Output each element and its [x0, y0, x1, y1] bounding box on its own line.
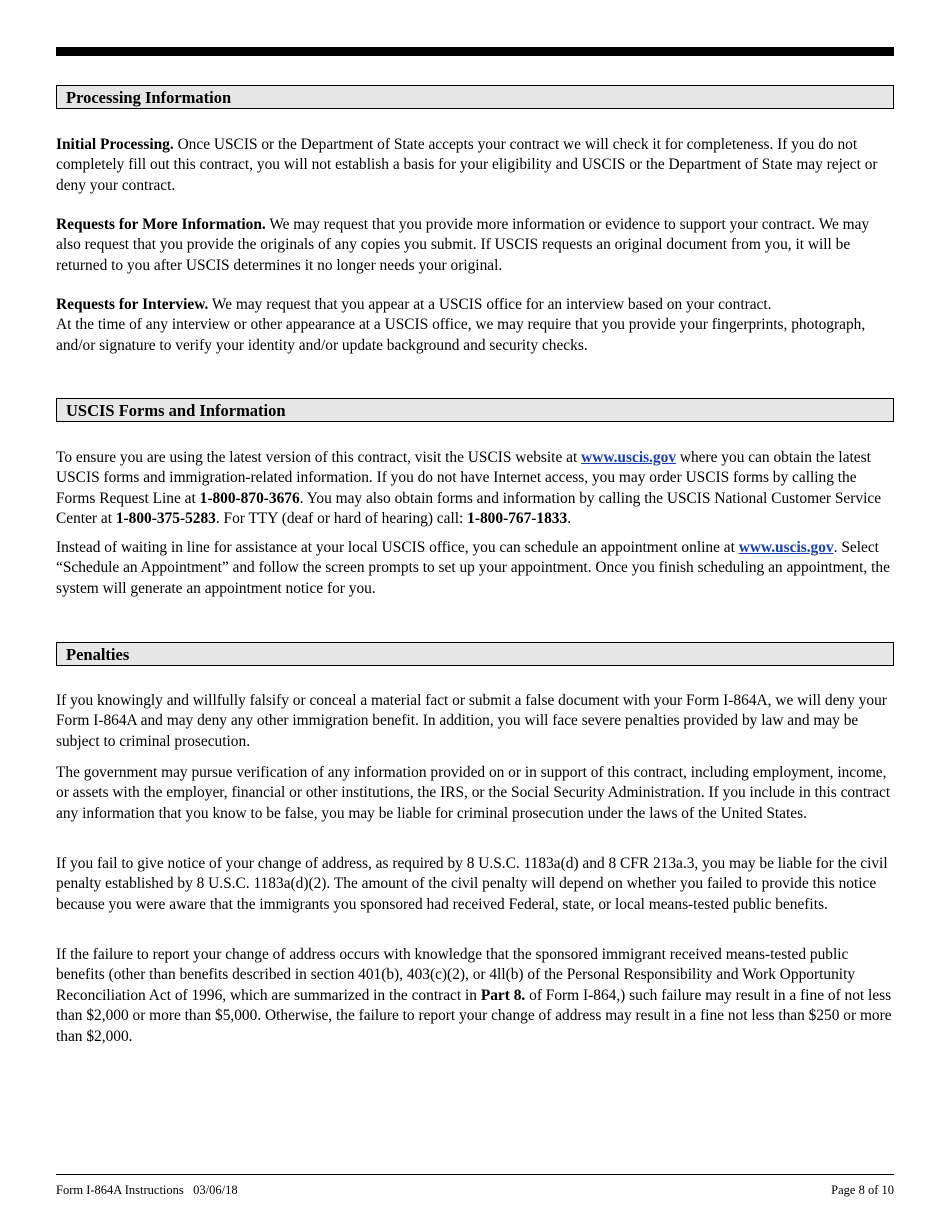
paragraph-appointment — [56, 538, 896, 599]
text-appointment-b: . Select “Schedule an Appointment” and follow the screen prompts to set up your appointment. Once you finish scheduling an appointment, the system will generate an appointment notice for you. — [56, 539, 890, 597]
footer-form-id: Form I-864A Instructions 03/06/18 — [56, 1183, 238, 1197]
paragraph-forms-info — [56, 448, 896, 530]
paragraph-requests-more-info — [56, 215, 896, 276]
paragraph-penalties-3: If you fail to give notice of your change of address, as required by 8 U.S.C. 1183a(d) and 8 CFR 213a.3, you may be liable for the civil penalty established by 8 U.S.C. 1183a(d)(2). The amount of the civil penalty will depend on whether you failed to provide this notice because you were aware that the immigrants you sponsored had received Federal, state, or local means-tested public benefits. — [56, 855, 888, 913]
text-forms-c: . You may also obtain forms and information by calling the USCIS National Customer Service Center at — [56, 489, 882, 528]
part-8-reference: Part 8. — [480, 986, 526, 1004]
phone-customer-service: 1-800-375-5283 — [115, 510, 216, 528]
paragraph-penalties-2: The government may pursue verification of any information provided on or in support of this contract, including employment, income, or assets with the employer, financial or other institutions, the IRS, or the Social Security Administration. If you include in this contract any information that you know to be false, you may be liable for criminal prosecution under the laws of the United States. — [56, 764, 891, 822]
text-initial-processing: Once USCIS or the Department of State accepts your contract we will check it for completeness. If you do not completely fill out this contract, you will not establish a basis for your eligibility and USCIS or the Department of State may reject or deny your contract. — [56, 136, 878, 194]
paragraph-requests-interview — [56, 295, 896, 356]
text-penalties-4b: of Form I-864,) such failure may result in a fine of not less than $2,000 or more than $5,000. Otherwise, the failure to report your change of address may result in a fine not less than $250 or more than $2,000. — [56, 986, 892, 1045]
phone-forms-request-line: 1-800-870-3676 — [199, 489, 300, 507]
footer-rule — [56, 1174, 894, 1175]
lead-requests-interview: Requests for Interview. — [56, 296, 209, 313]
paragraph-penalties-4 — [56, 945, 896, 1047]
uscis-appointment-link[interactable]: www.uscis.gov — [738, 539, 834, 556]
uscis-website-link[interactable]: www.uscis.gov — [581, 449, 677, 466]
paragraph-initial-processing — [56, 135, 896, 196]
top-rule — [56, 47, 894, 56]
text-requests-interview-b: At the time of any interview or other appearance at a USCIS office, we may require that you provide your fingerprints, photograph, and/or signature to verify your identity and/or update background and security checks. — [56, 316, 866, 354]
section-heading-processing: Processing Information — [56, 85, 894, 109]
footer-page-number: Page 8 of 10 — [831, 1183, 894, 1197]
paragraph-penalties-1: If you knowingly and willfully falsify or conceal a material fact or submit a false document with your Form I-864A, we will deny your Form I-864A and may deny any other immigration benefit. In addition, you will face severe penalties provided by law and may be subject to criminal prosecution. — [56, 692, 887, 750]
text-forms-a: To ensure you are using the latest version of this contract, visit the USCIS website at — [56, 449, 582, 466]
phone-tty: 1-800-767-1833 — [467, 510, 568, 528]
section-heading-penalties: Penalties — [56, 642, 894, 666]
text-requests-more-info: We may request that you provide more information or evidence to support your contract. We may also request that you provide the originals of any copies you submit. If USCIS requests an original document from you, it will be returned to you after USCIS determines it no longer needs your original. — [56, 216, 870, 274]
text-penalties-4a: If the failure to report your change of address occurs with knowledge that the sponsored immigrant received means-tested public benefits (other than benefits described in section 401(b), 403(c)(2), or 4ll(b) of the Personal Responsibility and Work Opportunity Reconciliation Act of 1996, which are summarized in the contract in — [56, 946, 856, 1004]
text-appointment-a: Instead of waiting in line for assistance at your local USCIS office, you can schedule an appointment online at — [56, 539, 739, 556]
text-forms-b: where you can obtain the latest USCIS forms and immigration-related information. If you do not have Internet access, you may order USCIS forms by calling the Forms Request Line at — [56, 449, 871, 507]
text-requests-interview-a: We may request that you appear at a USCIS office for an interview based on your contract. — [208, 296, 772, 313]
text-forms-e: . — [567, 510, 572, 528]
text-forms-d: . For TTY (deaf or hard of hearing) call: — [215, 510, 468, 528]
lead-initial-processing: Initial Processing. — [56, 136, 174, 153]
section-heading-forms: USCIS Forms and Information — [56, 398, 894, 422]
lead-requests-more-info: Requests for More Information. — [56, 216, 266, 233]
